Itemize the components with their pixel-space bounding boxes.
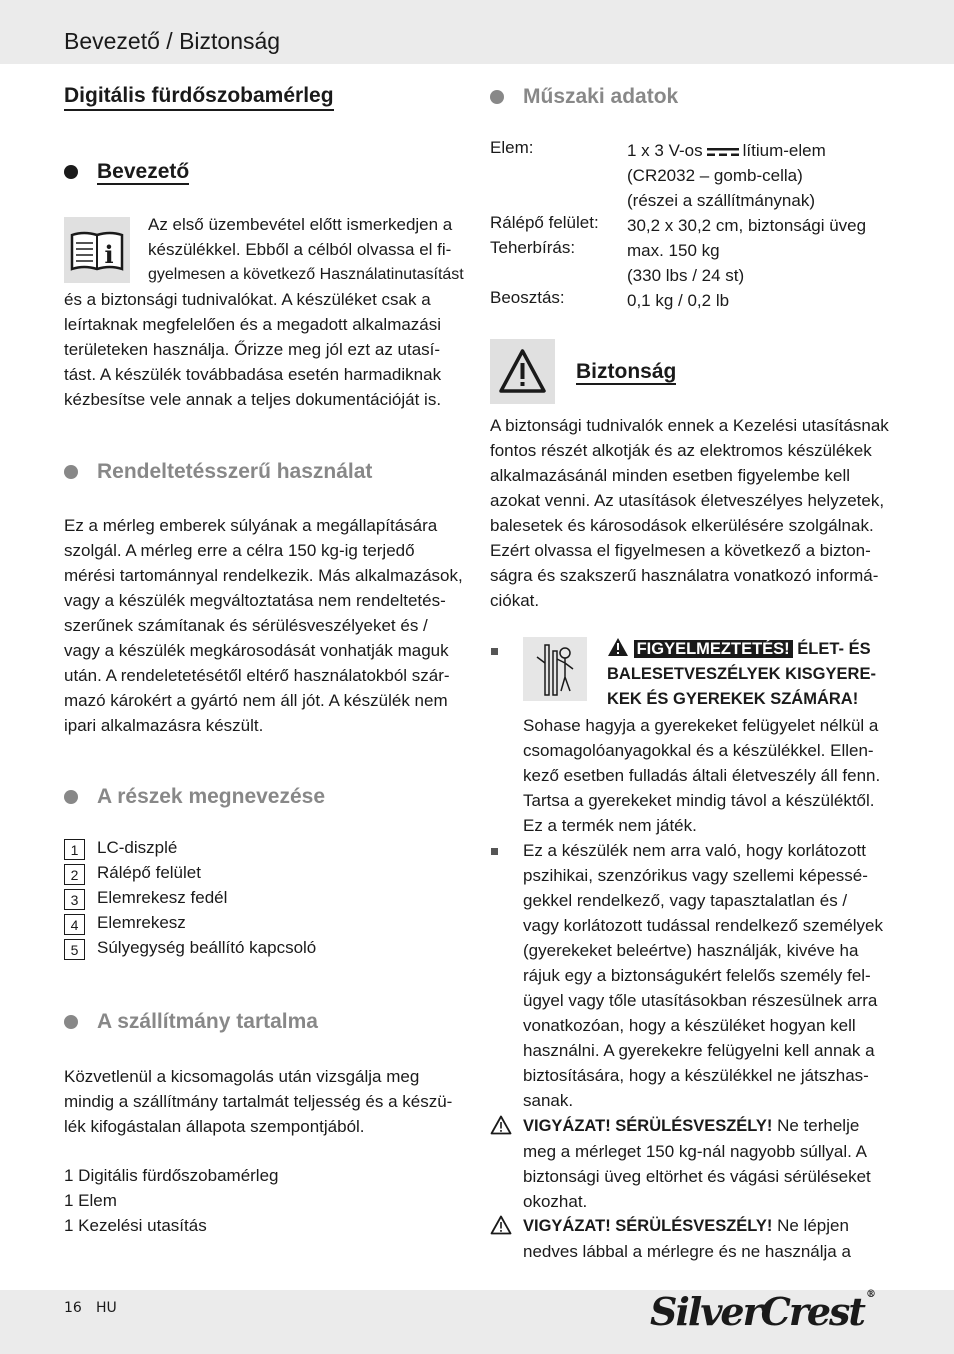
delivery-item: 1 Elem	[64, 1191, 117, 1210]
child-warning-title: FIGYELMEZTETÉS! ÉLET- ÉS BALESETVESZÉLYEK KISGYERE- KEK ÉS GYEREKEK SZÁMÁRA!	[607, 637, 897, 712]
spec-value-battery: 1 x 3 V-os lítium-elem (CR2032 – gomb-cella) (részei a szállítmánynak) 30,2 x 30,2 cm, biztonsági üveg max. 150 kg (330 lbs / 24 st) 0,1 kg / 0,2 lb	[627, 141, 867, 310]
intended-use-heading: Rendeltetésszerű használat	[64, 460, 372, 484]
dc-symbol-icon	[707, 147, 739, 157]
spec-label-scale: Beosztás:	[490, 288, 565, 307]
warning-tag: FIGYELMEZTETÉS!	[634, 640, 793, 658]
page-header-title: Bevezető / Biztonság	[64, 28, 281, 54]
child-warning-text: Sohase hagyja a gyerekeket felügyelet nélkül a csomagolóanyagokkal és a készülékkel. Ellen- kező esetben fulladás általi életveszély áll fenn. Tartsa a gyerekeket mindig távol a készüléktől. Ez a termék nem játék.	[523, 716, 881, 835]
parts-heading: A részek megnevezése	[64, 785, 325, 809]
document-title: Digitális fürdőszobamérleg	[64, 84, 334, 111]
delivery-item: 1 Digitális fürdőszobamérleg	[64, 1166, 279, 1185]
ability-text: Ez a készülék nem arra való, hogy korlátozott pszihikai, szenzórikus vagy szellemi képessé- gekkel rendelkező, vagy tapasztalatlan és / vagy korlátozott tudással rendelkező személyek (gyerekeket beleértve) használják, kivéve ha rájuk egy a biztonságukért felelős személy fel- ügyel vagy tőle utasításokban részesülnek arra vonatkozóan, hogy a készüléket hogyan kell használni. A gyerekekre felügyelni kell annak a biztosítására, hogy a készülékkel ne játszhas- sanak.	[523, 841, 884, 1110]
svg-text:i: i	[104, 240, 114, 269]
info-manual-icon	[64, 217, 130, 283]
warning-triangle-icon	[607, 637, 629, 657]
spec-label-battery: Elem:	[490, 138, 534, 157]
delivery-heading: A szállítmány tartalma	[64, 1010, 318, 1034]
page-number: 16	[64, 1300, 82, 1316]
delivery-items	[64, 1163, 464, 1238]
intro-heading: Bevezető	[64, 160, 189, 184]
language-code: HU	[96, 1300, 117, 1316]
caution-1-text: VIGYÁZAT! SÉRÜLÉSVESZÉLY! Ne terhelje meg a mérleget 150 kg-nál nagyobb súllyal. A biztonsági üveg eltörhet és vágási sérüléseket okozhat.	[523, 1116, 871, 1211]
intended-use-text: Ez a mérleg emberek súlyának a megállapítására szolgál. A mérleg erre a célra 150 kg-ig terjedő mérési tartománnyal rendelkezik. Más alkalmazások, vagy a készülék megváltoztatása nem rendeltetés- szerűnek számítanak és sérülésveszélyeket és / vagy a készülék megkárosodását vonhatják maguk után. A rendeletetésétől eltérő használatokból szár- mazó károkért a gyártó nem áll jót. A készülék nem ipari alkalmazásra készült.	[64, 516, 463, 735]
child-warning-icon	[523, 637, 587, 701]
bullet-dot-icon	[490, 90, 504, 104]
brand-logo: SilverCrest ®	[650, 1289, 874, 1334]
caution-2-text: VIGYÁZAT! SÉRÜLÉSVESZÉLY! Ne lépjen nedves lábbal a mérlegre és ne használja a	[523, 1216, 851, 1261]
delivery-item: 1 Kezelési utasítás	[64, 1216, 207, 1235]
list-bullet-icon	[491, 848, 498, 855]
bullet-dot-icon	[64, 165, 78, 179]
delivery-text: Közvetlenül a kicsomagolás után vizsgálja meg mindig a szállítmány tartalmát teljesség és a készü- lék kifogástalan állapota szempontjából.	[64, 1067, 453, 1136]
bullet-dot-icon	[64, 1015, 78, 1029]
safety-intro-text: A biztonsági tudnivalók ennek a Kezelési utasításnak fontos részét alkotják és az elektromos készülékek alkalmazásánál minden esetben figyelembe kell azokat venni. Az utasítások életveszélyes helyzetek, balesetek és károsodások elkerülésére szolgálnak. Ezért olvassa el figyelmesen a következő a bizton- ságra és szakszerű használatra vonatkozó informá- ciókat.	[490, 416, 889, 610]
caution-triangle-icon	[490, 1215, 512, 1235]
warning-triangle-icon	[490, 339, 555, 404]
intro-text-wrapped: Az első üzembevétel előtt ismerkedjen a készülékkel. Ebből a célból olvassa el fi- gyelmesen a következő Használatinutasítást	[148, 215, 464, 283]
spec-label-load: Teherbírás:	[490, 238, 576, 257]
specs-heading: Műszaki adatok	[490, 85, 678, 109]
bullet-dot-icon	[64, 465, 78, 479]
intro-text: és a biztonsági tudnivalókat. A készüléket csak a leírtaknak megfelelően és a megadott alkalmazási területeken használja. Őrizze meg jól ezt az utasí- tást. A készülék továbbadása esetén harmadiknak kézbesítse vele annak a teljes dokumentációját is.	[64, 290, 442, 409]
caution-triangle-icon	[490, 1115, 512, 1135]
spec-label-surface: Rálépő felület:	[490, 213, 599, 232]
list-bullet-icon	[491, 648, 498, 655]
safety-heading: Biztonság	[576, 360, 677, 383]
bullet-dot-icon	[64, 790, 78, 804]
header-bar	[0, 0, 954, 64]
